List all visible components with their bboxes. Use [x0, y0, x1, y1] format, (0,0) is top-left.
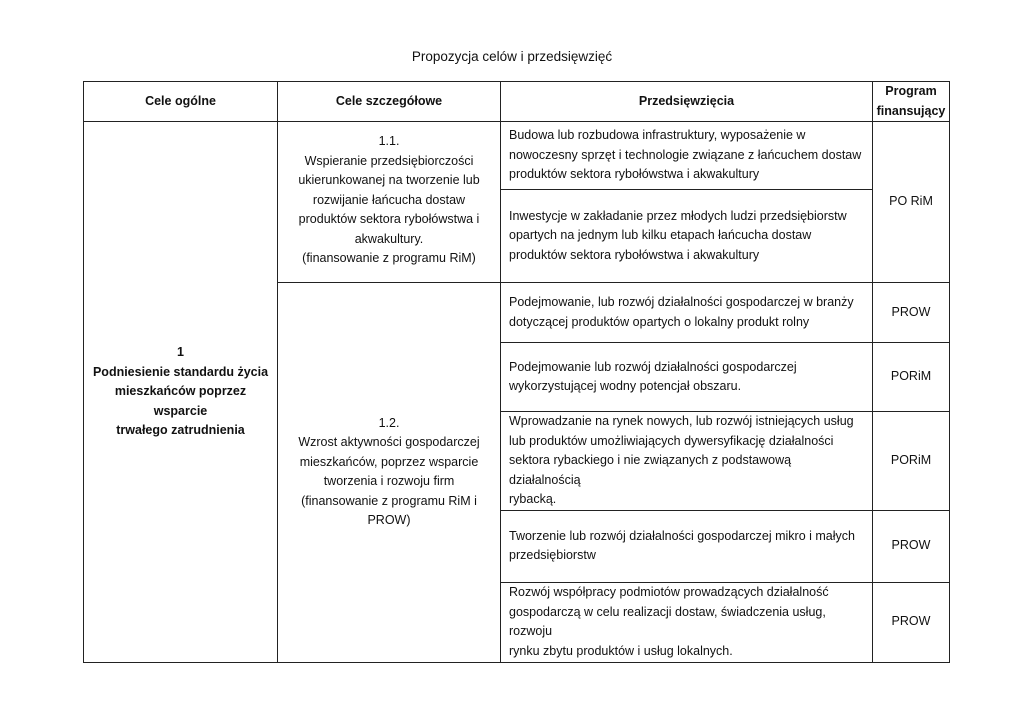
- project-cell: [501, 122, 873, 190]
- goals-table: [83, 81, 950, 663]
- general-goal-line2: mieszkańców poprzez wsparcie: [114, 384, 247, 418]
- program-cell-2: PROW: [873, 283, 950, 343]
- project-2-line1: Inwestycje w zakładanie przez młodych ludzi przedsiębiorstw: [509, 208, 847, 223]
- project-1-line1: Budowa lub rozbudowa infrastruktury, wyposażenie w: [509, 128, 806, 143]
- project-7-line1: Rozwój współpracy podmiotów prowadzących działalność: [509, 585, 829, 599]
- specific-goal-1-line4: produktów sektora rybołówstwa i: [298, 212, 480, 226]
- program-cell-6: PROW: [873, 582, 950, 662]
- specific-goal-1-line3: rozwijanie łańcucha dostaw: [312, 192, 466, 207]
- project-4-line2: wykorzystującej wodny potencjał obszaru.: [509, 379, 742, 393]
- header-specific-goals: Cele szczegółowe: [278, 82, 501, 122]
- header-general-goals: Cele ogólne: [84, 82, 278, 122]
- program-cell-1: PO RiM: [873, 122, 950, 283]
- specific-goal-2-line4: (finansowanie z programu RiM i: [301, 493, 477, 508]
- program-cell-3: PORiM: [873, 343, 950, 412]
- specific-goal-1-line2: ukierunkowanej na tworzenie lub: [298, 173, 480, 187]
- header-program-line2: finansujący: [876, 103, 946, 118]
- project-5-line3: sektora rybackiego i nie związanych z podstawową działalnością: [509, 453, 792, 487]
- general-goal-number: 1: [177, 345, 184, 359]
- project-7-line2: gospodarczą w celu realizacji dostaw, świadczenia usług, rozwoju: [509, 604, 826, 638]
- specific-goal-2-line3: tworzenia i rozwoju firm: [323, 474, 455, 489]
- general-goal-line1: Podniesienie standardu życia: [92, 364, 269, 379]
- specific-goal-1-line6: (finansowanie z programu RiM): [302, 251, 476, 265]
- project-7-line3: rynku zbytu produktów i usług lokalnych.: [509, 643, 733, 658]
- project-3-line2: dotyczącej produktów opartych o lokalny produkt rolny: [509, 314, 810, 329]
- project-cell: [501, 190, 873, 283]
- program-cell-5: PROW: [873, 510, 950, 582]
- header-program: [873, 82, 950, 122]
- project-cell: [501, 582, 873, 662]
- specific-goal-1-number: 1.1.: [378, 134, 400, 148]
- project-4-line1: Podejmowanie lub rozwój działalności gospodarczej: [509, 359, 797, 374]
- project-5-line1: Wprowadzanie na rynek nowych, lub rozwój istniejących usług: [509, 414, 854, 428]
- specific-goal-1-cell: [278, 122, 501, 283]
- document-title: Propozycja celów i przedsięwzięć: [411, 49, 613, 64]
- project-cell: [501, 412, 873, 511]
- table-row: [84, 122, 950, 190]
- specific-goal-2-number: 1.2.: [378, 415, 400, 430]
- project-cell: [501, 343, 873, 412]
- project-6-line1: Tworzenie lub rozwój działalności gospodarczej mikro i małych: [509, 528, 855, 543]
- table-header-row: [84, 82, 950, 122]
- project-1-line3: produktów sektora rybołówstwa i akwakultury: [509, 167, 760, 182]
- specific-goal-2-line5: PROW): [367, 513, 411, 528]
- project-cell: [501, 283, 873, 343]
- project-2-line2: opartych na jednym lub kilku etapach łańcucha dostaw: [509, 228, 812, 243]
- specific-goal-1-line5: akwakultury.: [354, 231, 424, 246]
- general-goal-line3: trwałego zatrudnienia: [116, 423, 245, 437]
- specific-goal-2-line2: mieszkańców, poprzez wsparcie: [299, 454, 479, 469]
- project-cell: [501, 510, 873, 582]
- project-5-line4: rybacką.: [509, 492, 557, 506]
- project-6-line2: przedsiębiorstw: [509, 548, 596, 562]
- program-cell-4: PORiM: [873, 412, 950, 511]
- specific-goal-2-cell: [278, 283, 501, 663]
- header-program-line1: Program: [885, 84, 937, 98]
- header-projects: Przedsięwzięcia: [501, 82, 873, 122]
- project-3-line1: Podejmowanie, lub rozwój działalności gospodarczej w branży: [509, 295, 854, 309]
- project-2-line3: produktów sektora rybołówstwa i akwakultury: [509, 247, 760, 262]
- project-5-line2: lub produktów umożliwiających dywersyfikację działalności: [509, 433, 834, 448]
- project-1-line2: nowoczesny sprzęt i technologie związane z łańcuchem dostaw: [509, 147, 862, 162]
- specific-goal-1-line1: Wspieranie przedsiębiorczości: [304, 153, 474, 168]
- general-goal-cell: [84, 122, 278, 663]
- specific-goal-2-line1: Wzrost aktywności gospodarczej: [298, 435, 480, 450]
